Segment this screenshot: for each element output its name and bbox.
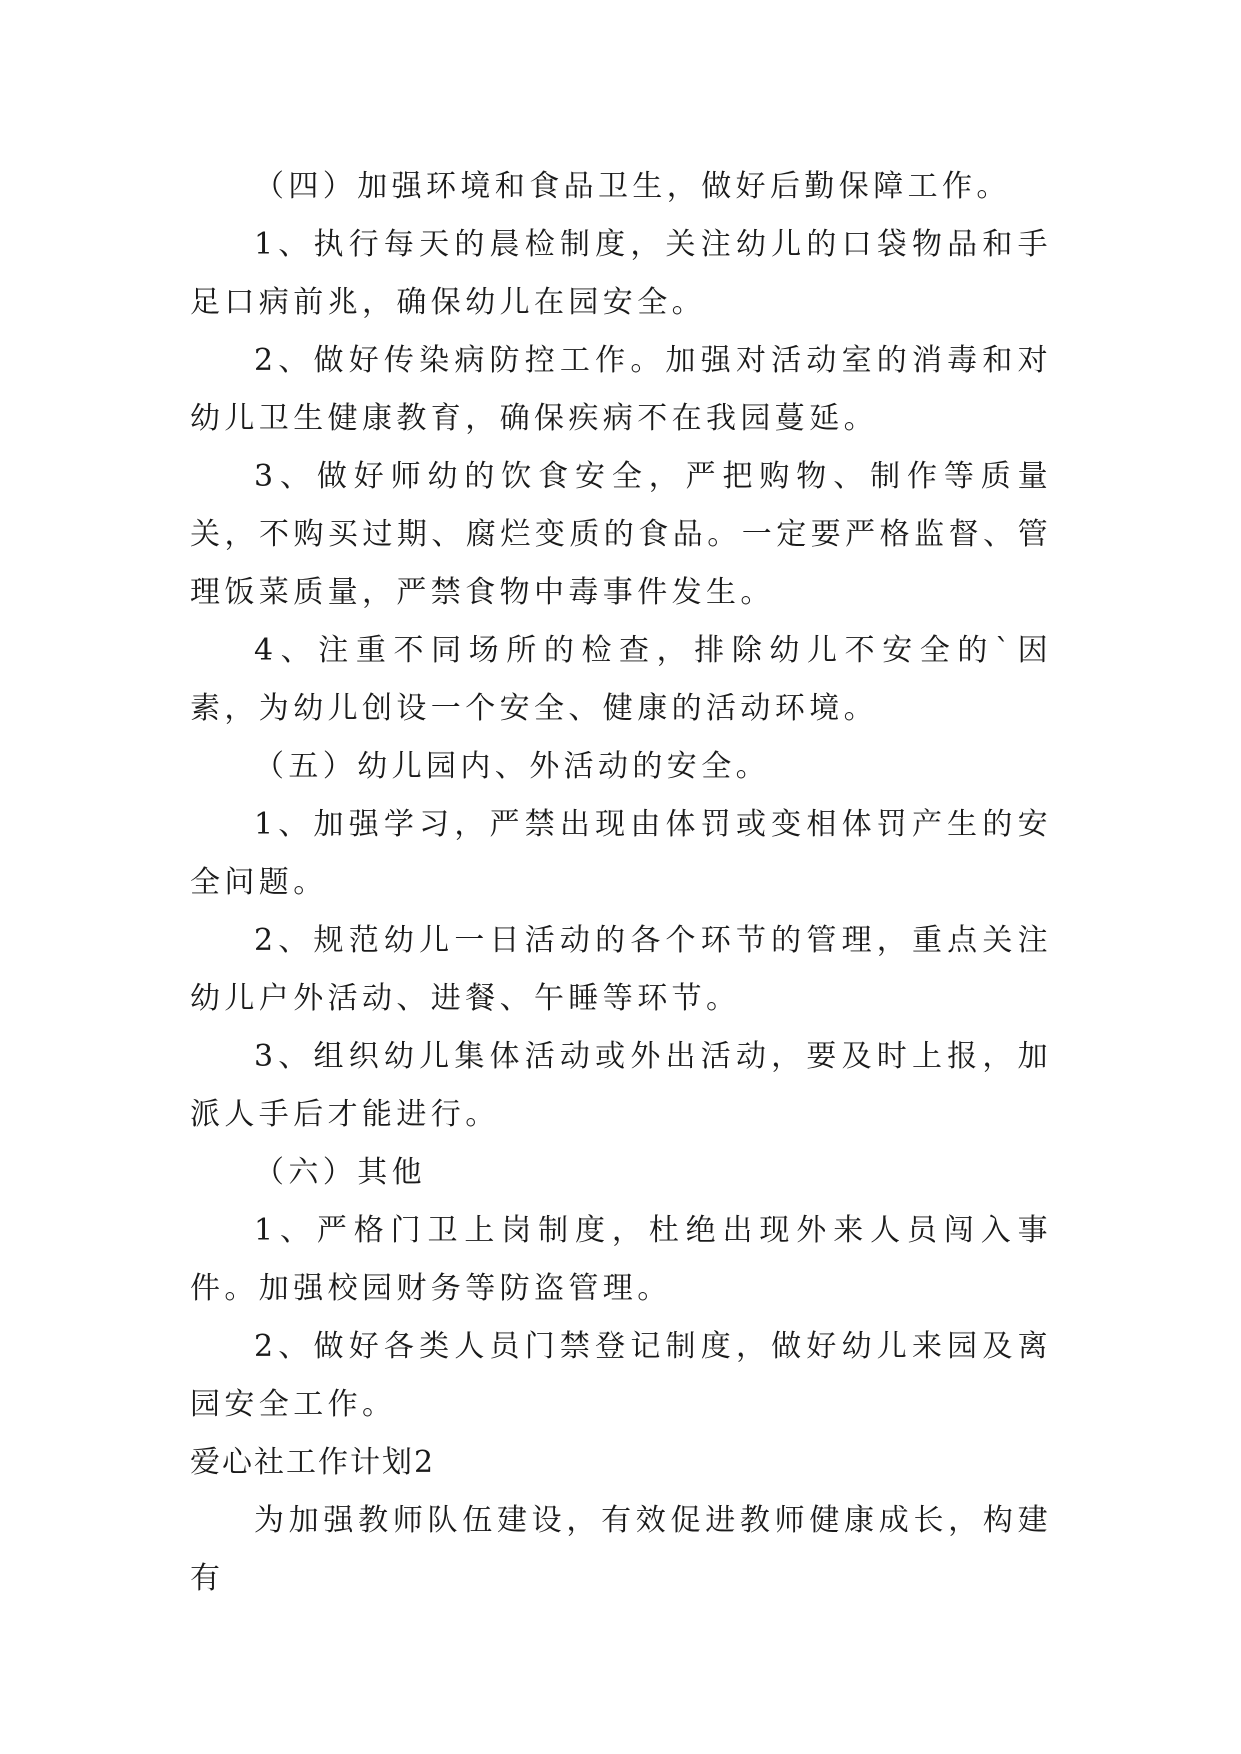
paragraph-4-1: 1、执行每天的晨检制度，关注幼儿的口袋物品和手足口病前兆，确保幼儿在园安全。 [190, 227, 1052, 320]
paragraph-6-2: 2、做好各类人员门禁登记制度，做好幼儿来园及离园安全工作。 [190, 1329, 1052, 1422]
paragraph-4-4: 4、注重不同场所的检查，排除幼儿不安全的`因素，为幼儿创设一个安全、健康的活动环境。 [190, 633, 1052, 726]
intro-paragraph: 为加强教师队伍建设，有效促进教师健康成长，构建有 [190, 1503, 1052, 1596]
section-heading-4: （四）加强环境和食品卫生，做好后勤保障工作。 [254, 169, 1011, 204]
paragraph-6-1: 1、严格门卫上岗制度，杜绝出现外来人员闯入事件。加强校园财务等防盗管理。 [190, 1213, 1052, 1306]
paragraph-5-3: 3、组织幼儿集体活动或外出活动，要及时上报，加派人手后才能进行。 [190, 1039, 1052, 1132]
paragraph-4-2: 2、做好传染病防控工作。加强对活动室的消毒和对幼儿卫生健康教育，确保疾病不在我园蔓延。 [190, 343, 1052, 436]
section-heading-5: （五）幼儿园内、外活动的安全。 [254, 749, 770, 784]
document-title: 爱心社工作计划2 [190, 1445, 436, 1480]
document-body [190, 158, 1052, 1608]
paragraph-5-2: 2、规范幼儿一日活动的各个环节的管理，重点关注幼儿户外活动、进餐、午睡等环节。 [190, 923, 1052, 1016]
section-heading-6: （六）其他 [254, 1155, 426, 1190]
paragraph-5-1: 1、加强学习，严禁出现由体罚或变相体罚产生的安全问题。 [190, 807, 1052, 900]
paragraph-4-3: 3、做好师幼的饮食安全，严把购物、制作等质量关，不购买过期、腐烂变质的食品。一定要严格监督、管理饭菜质量，严禁食物中毒事件发生。 [190, 459, 1052, 610]
